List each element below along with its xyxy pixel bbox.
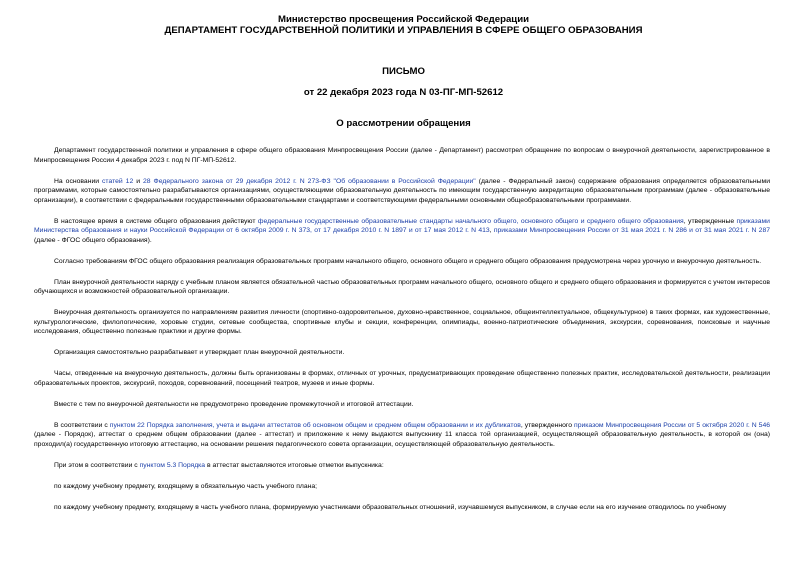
link-fgos-standards[interactable]: федеральные государственные образовательные стандарты начального общего, основного общего и среднего общего образования (257, 217, 684, 225)
paragraph-12: по каждому учебному предмету, входящему в обязательную часть учебного плана; (54, 482, 318, 490)
paragraph-text: , утвержденного (520, 421, 575, 429)
ministry-name: Министерство просвещения Российской Федерации (278, 14, 529, 25)
paragraph-11 (34, 461, 770, 471)
document-date-number: от 22 декабря 2023 года N 03-ПГ-МП-52612 (303, 87, 504, 98)
paragraph-5: План внеурочной деятельности наряду с учебным планом является обязательной частью образовательных программ начального общего, основного общего и среднего общего образования и формируется с учетом интересов обучающихся и возможностей образовательной организации. (34, 278, 770, 295)
paragraph-text: (далее - Порядок), аттестат о среднем общем образовании (далее - аттестат) и приложение к нему выдаются выпускнику 11 класса той организацией, осуществляющей образовательную деятельность, в которой он (она) проходил(а) государственную итоговую аттестацию, на основании решения педагогического совета организации, осуществляющей образовательную деятельность. (34, 431, 770, 448)
paragraph-text: При этом в соответствии с (54, 461, 140, 469)
paragraph-1: Департамент государственной политики и управления в сфере общего образования Минпросвещения России (далее - Департамент) рассмотрел обращение по вопросам о внеурочной деятельности, зарегистрированное в Минпросвещения России 4 декабря 2023 г. под N ПГ-МП-52612. (34, 147, 770, 164)
paragraph-text: , утвержденные (683, 217, 737, 225)
document-body (34, 146, 770, 524)
document-subject: О рассмотрении обращения (336, 118, 471, 129)
paragraph-13: по каждому учебному предмету, входящему в часть учебного плана, формируемую участниками образовательных отношений, изучавшемуся выпускником, в случае если на его изучение отводилось по учебному (54, 503, 727, 511)
document-type: ПИСЬМО (382, 66, 425, 77)
link-federal-law-273[interactable]: 28 Федерального закона от 29 декабря 2012 г. N 273-ФЗ "Об образовании в Российской Федерации" (143, 177, 476, 185)
paragraph-3 (34, 217, 770, 246)
paragraph-text: (далее - Федеральный закон) содержание образования определяется образовательными программами, которые самостоятельно разрабатываются организациями, осуществляющими образовательную деятельность по имеющим государственную аккредитацию образовательным программам (далее - образовательные организации), в соответствии с федеральными государственными образовательными стандартами и соответствующими федеральными основными общеобразовательными программами. (34, 177, 770, 204)
paragraph-8: Часы, отведенные на внеурочную деятельность, должны быть организованы в формах, отличных от урочных, предусматривающих проведение общественно полезных практик, исследовательской деятельности, реализации образовательных проектов, экскурсий, походов, соревнований, посещений театров, музеев и иные формы. (34, 370, 770, 387)
paragraph-9: Вместе с тем по внеурочной деятельности не предусмотрено проведение промежуточной и итоговой аттестации. (54, 400, 414, 408)
paragraph-10 (34, 421, 770, 450)
paragraph-text: , (489, 227, 494, 234)
department-name: ДЕПАРТАМЕНТ ГОСУДАРСТВЕННОЙ ПОЛИТИКИ И УПРАВЛЕНИЯ В СФЕРЕ ОБЩЕГО ОБРАЗОВАНИЯ (164, 25, 643, 36)
paragraph-text: В настоящее время в системе общего образования действуют (54, 217, 258, 225)
paragraph-text: На основании (54, 177, 103, 185)
link-article-12[interactable]: статей 12 (102, 177, 134, 185)
paragraph-6: Внеурочная деятельность организуется по направлениям развития личности (спортивно-оздоровительное, духовно-нравственное, социальное, общеинтеллектуальное, общекультурное) в таких формах, как художественные, культурологические, филологические, хоровые студии, сетевые сообщества, спортивные клубы и секции, конференции, олимпиады, военно-патриотические объединения, экскурсии, соревнования, поисковые и научные исследования, общественно полезные практики и другие формы. (34, 309, 770, 335)
link-minobrnauki-orders[interactable]: приказами Министерства образования и науки Российской Федерации от 6 октября 2009 г. N 373, от 17 декабря 2010 г. N 1897 и от 17 мая 2012 г. N 413 (34, 217, 770, 234)
paragraph-text: и (133, 177, 144, 185)
paragraph-2 (34, 177, 770, 206)
paragraph-text: (далее - ФГОС общего образования). (34, 236, 152, 244)
paragraph-text: в аттестат выставляются итоговые отметки выпускника: (205, 461, 384, 469)
link-minprosveshcheniya-orders[interactable]: приказами Минпросвещения России от 31 мая 2021 г. N 286 и от 31 мая 2021 г. N 287 (493, 227, 770, 234)
link-order-546[interactable]: приказом Минпросвещения России от 5 октября 2020 г. N 546 (574, 421, 770, 429)
paragraph-text: В соответствии с (54, 421, 110, 429)
paragraph-7: Организация самостоятельно разрабатывает и утверждает план внеурочной деятельности. (54, 349, 345, 356)
link-poryadok-point-22[interactable]: пунктом 22 Порядка заполнения, учета и выдачи аттестатов об основном общем и среднем общем образовании и их дубликатов (109, 421, 521, 429)
paragraph-4: Согласно требованиям ФГОС общего образования реализация образовательных программ начального общего, основного общего и среднего общего образования предусмотрена через урочную и внеурочную деятельность. (54, 257, 762, 265)
link-poryadok-point-5-3[interactable]: пунктом 5.3 Порядка (139, 461, 206, 469)
